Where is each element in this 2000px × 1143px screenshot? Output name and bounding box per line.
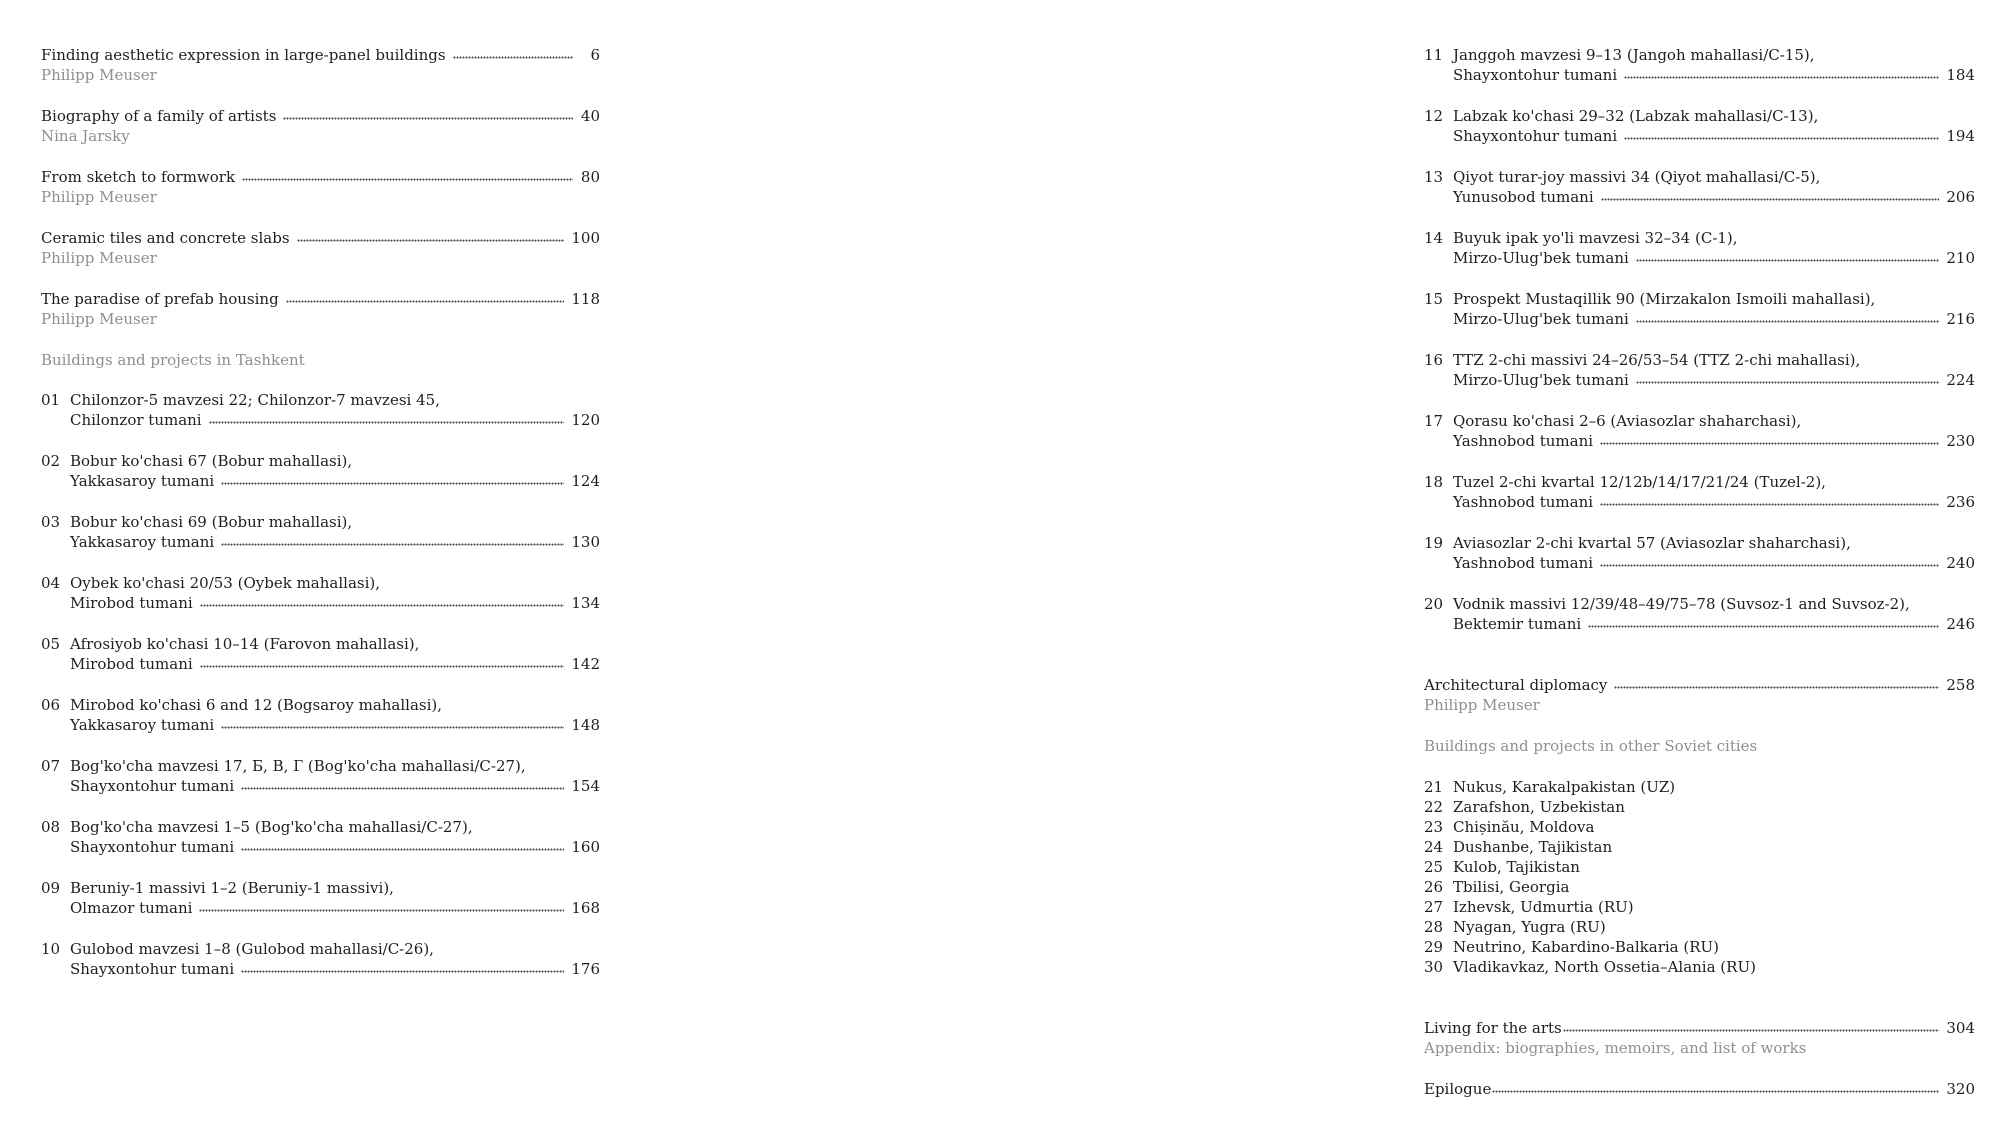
project-number: 11 [1424, 46, 1444, 64]
project-entry-line2[interactable] [41, 593, 600, 613]
dot-leader [1563, 1019, 1940, 1033]
city-entry[interactable] [1424, 857, 1975, 877]
project-entry[interactable] [1424, 106, 1975, 126]
city-entry[interactable] [1424, 937, 1975, 957]
city-name: Dushanbe, Tajikistan [1453, 838, 1613, 856]
page-number: 154 [571, 777, 600, 795]
project-entry-line2[interactable] [1424, 553, 1975, 573]
project-entry[interactable] [41, 512, 600, 532]
city-entry[interactable] [1424, 797, 1975, 817]
project-entry-line2[interactable] [41, 959, 600, 979]
dot-leader [199, 899, 564, 913]
project-entry[interactable] [41, 573, 600, 593]
city-name: Chișinău, Moldova [1453, 818, 1595, 836]
project-entry[interactable] [1424, 167, 1975, 187]
dot-leader [283, 107, 573, 121]
project-entry-line2[interactable] [41, 654, 600, 674]
dot-leader [242, 168, 573, 182]
dot-leader [1492, 1080, 1939, 1094]
toc-entry[interactable] [41, 106, 600, 126]
dot-leader [1636, 249, 1940, 263]
project-district: Shayxontohur tumani [70, 838, 235, 856]
project-district: Yakkasaroy tumani [70, 533, 215, 551]
project-entry-line2[interactable] [1424, 248, 1975, 268]
project-entry[interactable] [1424, 45, 1975, 65]
project-entry-line2[interactable] [41, 715, 600, 735]
toc-entry[interactable] [41, 45, 600, 65]
page-number: 176 [571, 960, 600, 978]
project-district: Mirzo-Ulug'bek tumani [1453, 371, 1629, 389]
project-address: Janggoh mavzesi 9–13 (Jangoh mahallasi/C-15), [1453, 46, 1815, 64]
section-heading-text: Buildings and projects in Tashkent [41, 351, 305, 369]
project-district: Mirzo-Ulug'bek tumani [1453, 249, 1629, 267]
project-district: Mirzo-Ulug'bek tumani [1453, 310, 1629, 328]
project-entry-line2[interactable] [41, 776, 600, 796]
dot-leader [1614, 676, 1939, 690]
page-number: 134 [571, 594, 600, 612]
project-entry[interactable] [41, 756, 600, 776]
project-address: Beruniy-1 massivi 1–2 (Beruniy-1 massivi), [70, 879, 394, 897]
project-number: 10 [41, 940, 61, 958]
project-entry[interactable] [41, 451, 600, 471]
toc-entry[interactable] [1424, 675, 1975, 695]
entry-title: Ceramic tiles and concrete slabs [41, 229, 290, 247]
project-district: Shayxontohur tumani [1453, 66, 1618, 84]
project-entry[interactable] [1424, 228, 1975, 248]
project-address: Qiyot turar-joy massivi 34 (Qiyot mahallasi/C-5), [1453, 168, 1821, 186]
page-number: 304 [1946, 1019, 1975, 1037]
entry-title: From sketch to formwork [41, 168, 236, 186]
author-name: Philipp Meuser [1424, 696, 1540, 714]
author-name: Philipp Meuser [41, 188, 157, 206]
project-entry[interactable] [41, 390, 600, 410]
dot-leader [221, 716, 564, 730]
page-number: 160 [571, 838, 600, 856]
city-entry[interactable] [1424, 897, 1975, 917]
city-number: 30 [1424, 958, 1444, 976]
project-entry-line2[interactable] [1424, 431, 1975, 451]
project-entry-line2[interactable] [41, 410, 600, 430]
city-number: 23 [1424, 818, 1444, 836]
city-entry[interactable] [1424, 817, 1975, 837]
project-number: 06 [41, 696, 61, 714]
city-entry[interactable] [1424, 957, 1975, 977]
entry-subtitle [1424, 1038, 1975, 1058]
dot-leader [241, 777, 564, 791]
project-entry[interactable] [1424, 289, 1975, 309]
project-district: Yunusobod tumani [1453, 188, 1594, 206]
page-number: 120 [571, 411, 600, 429]
toc-entry[interactable] [1424, 1018, 1975, 1038]
city-number: 29 [1424, 938, 1444, 956]
toc-entry[interactable] [41, 167, 600, 187]
project-number: 20 [1424, 595, 1444, 613]
project-address: Chilonzor-5 mavzesi 22; Chilonzor-7 mavzesi 45, [70, 391, 440, 409]
project-entry[interactable] [1424, 350, 1975, 370]
project-entry[interactable] [1424, 411, 1975, 431]
toc-entry[interactable] [41, 289, 600, 309]
dot-leader [209, 411, 565, 425]
project-entry-line2[interactable] [1424, 370, 1975, 390]
page-number: 118 [571, 290, 600, 308]
section-heading [1424, 736, 1975, 756]
section-heading-text: Buildings and projects in other Soviet cities [1424, 737, 1758, 755]
page-number: 168 [571, 899, 600, 917]
page-number: 216 [1946, 310, 1975, 328]
city-entry[interactable] [1424, 837, 1975, 857]
entry-title: Epilogue [1424, 1080, 1492, 1098]
dot-leader [286, 290, 565, 304]
project-entry[interactable] [1424, 472, 1975, 492]
project-number: 05 [41, 635, 61, 653]
page-number: 258 [1946, 676, 1975, 694]
author-name: Philipp Meuser [41, 66, 157, 84]
dot-leader [1636, 310, 1940, 324]
toc-entry[interactable] [1424, 1079, 1975, 1099]
page-number: 236 [1946, 493, 1975, 511]
project-number: 09 [41, 879, 61, 897]
entry-title: Biography of a family of artists [41, 107, 277, 125]
project-district: Shayxontohur tumani [70, 960, 235, 978]
project-address: Afrosiyob ko'chasi 10–14 (Farovon mahallasi), [70, 635, 420, 653]
city-entry[interactable] [1424, 877, 1975, 897]
project-entry-line2[interactable] [1424, 65, 1975, 85]
entry-author [1424, 695, 1975, 715]
city-name: Zarafshon, Uzbekistan [1453, 798, 1625, 816]
dot-leader [221, 533, 564, 547]
city-entry[interactable] [1424, 777, 1975, 797]
project-district: Mirobod tumani [70, 594, 193, 612]
page-number: 184 [1946, 66, 1975, 84]
project-district: Yashnobod tumani [1453, 493, 1594, 511]
dot-leader [453, 46, 573, 60]
city-name: Izhevsk, Udmurtia (RU) [1453, 898, 1634, 916]
page-number: 100 [571, 229, 600, 247]
city-number: 28 [1424, 918, 1444, 936]
project-address: Mirobod ko'chasi 6 and 12 (Bogsaroy mahallasi), [70, 696, 443, 714]
city-number: 22 [1424, 798, 1444, 816]
dot-leader [241, 838, 564, 852]
project-district: Mirobod tumani [70, 655, 193, 673]
project-address: Vodnik massivi 12/39/48–49/75–78 (Suvsoz-1 and Suvsoz-2), [1453, 595, 1910, 613]
dot-leader [241, 960, 564, 974]
entry-author [41, 248, 600, 268]
author-name: Philipp Meuser [41, 310, 157, 328]
page-number: 224 [1946, 371, 1975, 389]
author-name: Nina Jarsky [41, 127, 130, 145]
dot-leader [1600, 554, 1939, 568]
project-number: 01 [41, 391, 61, 409]
subtitle-text: Appendix: biographies, memoirs, and list of works [1424, 1039, 1807, 1057]
page-number: 80 [580, 168, 600, 186]
project-entry[interactable] [41, 695, 600, 715]
project-address: Bobur ko'chasi 67 (Bobur mahallasi), [70, 452, 353, 470]
page-number: 124 [571, 472, 600, 490]
author-name: Philipp Meuser [41, 249, 157, 267]
project-entry-line2[interactable] [1424, 187, 1975, 207]
project-number: 04 [41, 574, 61, 592]
project-number: 15 [1424, 290, 1444, 308]
project-district: Yakkasaroy tumani [70, 472, 215, 490]
project-district: Bektemir tumani [1453, 615, 1582, 633]
project-number: 14 [1424, 229, 1444, 247]
page-number: 130 [571, 533, 600, 551]
city-name: Tbilisi, Georgia [1453, 878, 1570, 896]
city-name: Nyagan, Yugra (RU) [1453, 918, 1606, 936]
project-address: Bog'ko'cha mavzesi 1–5 (Bog'ko'cha mahallasi/C-27), [70, 818, 473, 836]
project-district: Yakkasaroy tumani [70, 716, 215, 734]
city-name: Kulob, Tajikistan [1453, 858, 1580, 876]
dot-leader [1601, 188, 1940, 202]
project-entry[interactable] [41, 817, 600, 837]
project-address: Tuzel 2-chi kvartal 12/12b/14/17/21/24 (Tuzel-2), [1453, 473, 1826, 491]
project-address: Buyuk ipak yo'li mavzesi 32–34 (C-1), [1453, 229, 1738, 247]
project-entry-line2[interactable] [41, 532, 600, 552]
city-name: Nukus, Karakalpakistan (UZ) [1453, 778, 1676, 796]
city-number: 24 [1424, 838, 1444, 856]
project-address: Oybek ko'chasi 20/53 (Oybek mahallasi), [70, 574, 380, 592]
project-number: 19 [1424, 534, 1444, 552]
entry-title: The paradise of prefab housing [41, 290, 279, 308]
city-number: 26 [1424, 878, 1444, 896]
project-entry[interactable] [1424, 533, 1975, 553]
project-district: Yashnobod tumani [1453, 432, 1594, 450]
entry-title: Finding aesthetic expression in large-panel buildings [41, 46, 446, 64]
page-number: 40 [580, 107, 600, 125]
city-entry[interactable] [1424, 917, 1975, 937]
page-number: 320 [1946, 1080, 1975, 1098]
project-number: 12 [1424, 107, 1444, 125]
project-entry[interactable] [41, 878, 600, 898]
project-district: Chilonzor tumani [70, 411, 202, 429]
project-number: 16 [1424, 351, 1444, 369]
page-number: 194 [1946, 127, 1975, 145]
entry-author [41, 187, 600, 207]
page-number: 206 [1946, 188, 1975, 206]
section-heading [41, 350, 600, 370]
page-number: 210 [1946, 249, 1975, 267]
project-address: TTZ 2-chi massivi 24–26/53–54 (TTZ 2-chi mahallasi), [1453, 351, 1861, 369]
project-entry-line2[interactable] [1424, 614, 1975, 634]
page-number: 148 [571, 716, 600, 734]
project-district: Shayxontohur tumani [1453, 127, 1618, 145]
dot-leader [200, 655, 565, 669]
project-number: 13 [1424, 168, 1444, 186]
project-address: Qorasu ko'chasi 2–6 (Aviasozlar shaharchasi), [1453, 412, 1802, 430]
page-number: 246 [1946, 615, 1975, 633]
city-number: 27 [1424, 898, 1444, 916]
dot-leader [297, 229, 565, 243]
project-entry[interactable] [1424, 594, 1975, 614]
project-number: 08 [41, 818, 61, 836]
project-number: 18 [1424, 473, 1444, 491]
page-number: 240 [1946, 554, 1975, 572]
page-number: 6 [590, 46, 600, 64]
project-entry[interactable] [41, 939, 600, 959]
toc-entry[interactable] [41, 228, 600, 248]
project-entry-line2[interactable] [41, 898, 600, 918]
dot-leader [1636, 371, 1940, 385]
project-address: Prospekt Mustaqillik 90 (Mirzakalon Ismoili mahallasi), [1453, 290, 1876, 308]
dot-leader [200, 594, 565, 608]
project-entry-line2[interactable] [41, 471, 600, 491]
project-district: Shayxontohur tumani [70, 777, 235, 795]
project-number: 17 [1424, 412, 1444, 430]
project-number: 02 [41, 452, 61, 470]
city-number: 25 [1424, 858, 1444, 876]
project-entry-line2[interactable] [1424, 309, 1975, 329]
dot-leader [1600, 493, 1939, 507]
entry-author [41, 309, 600, 329]
dot-leader [1588, 615, 1939, 629]
project-entry-line2[interactable] [1424, 126, 1975, 146]
page-number: 142 [571, 655, 600, 673]
entry-title: Architectural diplomacy [1424, 676, 1608, 694]
entry-author [41, 126, 600, 146]
dot-leader [1600, 432, 1939, 446]
city-name: Vladikavkaz, North Ossetia–Alania (RU) [1453, 958, 1756, 976]
project-number: 07 [41, 757, 61, 775]
dot-leader [1624, 127, 1939, 141]
city-number: 21 [1424, 778, 1444, 796]
project-address: Gulobod mavzesi 1–8 (Gulobod mahallasi/C-26), [70, 940, 434, 958]
project-address: Bobur ko'chasi 69 (Bobur mahallasi), [70, 513, 353, 531]
entry-title: Living for the arts [1424, 1019, 1562, 1037]
project-district: Yashnobod tumani [1453, 554, 1594, 572]
city-name: Neutrino, Kabardino-Balkaria (RU) [1453, 938, 1720, 956]
dot-leader [1624, 66, 1939, 80]
entry-author [41, 65, 600, 85]
project-entry-line2[interactable] [41, 837, 600, 857]
project-address: Aviasozlar 2-chi kvartal 57 (Aviasozlar shaharchasi), [1453, 534, 1851, 552]
project-number: 03 [41, 513, 61, 531]
project-district: Olmazor tumani [70, 899, 193, 917]
project-address: Bog'ko'cha mavzesi 17, Б, В, Г (Bog'ko'cha mahallasi/C-27), [70, 757, 526, 775]
page-number: 230 [1946, 432, 1975, 450]
project-entry[interactable] [41, 634, 600, 654]
dot-leader [221, 472, 564, 486]
project-address: Labzak ko'chasi 29–32 (Labzak mahallasi/C-13), [1453, 107, 1819, 125]
project-entry-line2[interactable] [1424, 492, 1975, 512]
